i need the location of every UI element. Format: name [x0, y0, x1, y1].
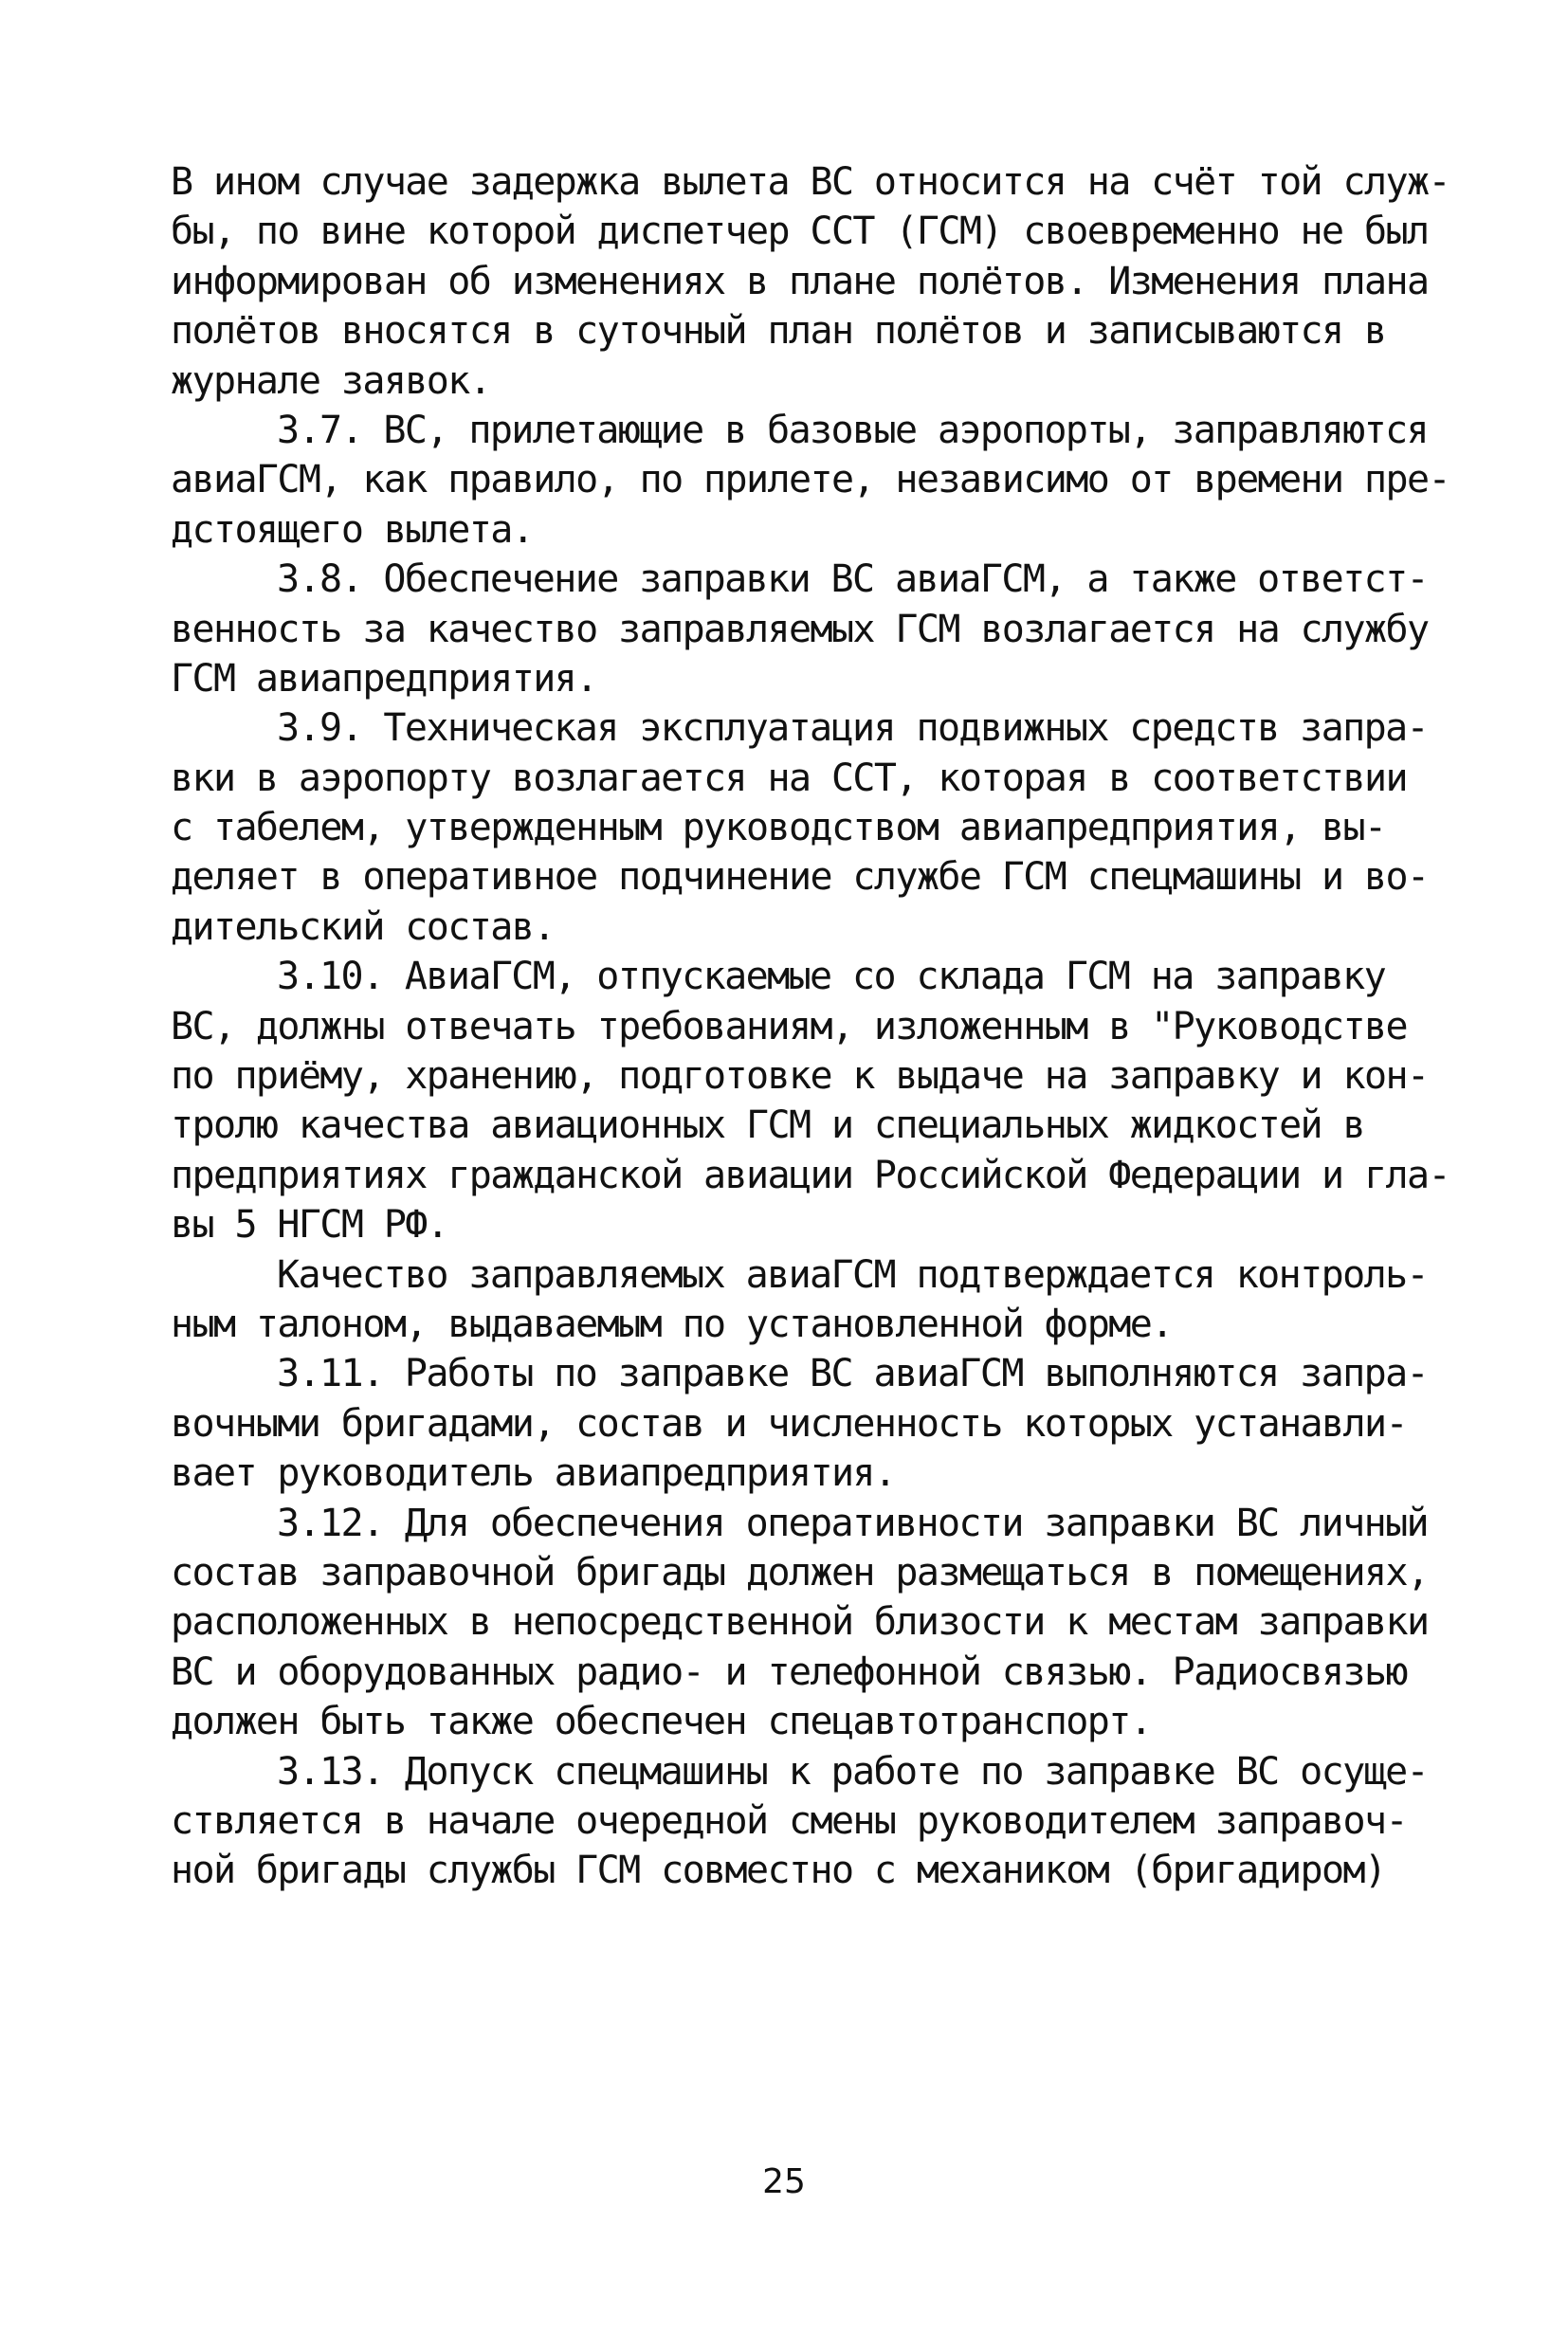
text-line: авиаГСМ, как правило, по прилете, независимо от времени пре-: [171, 458, 1449, 502]
text-line: 3.7. ВС, прилетающие в базовые аэропорты, заправляются: [277, 408, 1429, 452]
text-line: вочными бригадами, состав и численность которых устанавли-: [171, 1401, 1407, 1446]
text-line: с табелем, утвержденным руководством авиапредприятия, вы-: [171, 806, 1386, 850]
text-line: 3.11. Работы по заправке ВС авиаГСМ выполняются запра-: [277, 1352, 1429, 1396]
text-line: ГСМ авиапредприятия.: [171, 656, 597, 701]
text-line: 3.12. Для обеспечения оперативности заправки ВС личный: [277, 1501, 1429, 1545]
text-line: 3.9. Техническая эксплуатация подвижных средств запра-: [277, 706, 1429, 751]
text-line: дительский состав.: [171, 904, 555, 949]
text-line: полётов вносятся в суточный план полётов и записываются в: [171, 309, 1386, 354]
text-line: вает руководитель авиапредприятия.: [171, 1451, 896, 1496]
text-line: вы 5 НГСМ РФ.: [171, 1203, 448, 1248]
text-line: вки в аэропорту возлагается на ССТ, которая в соответствии: [171, 756, 1407, 800]
text-line: В ином случае задержка вылета ВС относится на счёт той служ-: [171, 160, 1449, 204]
text-line: информирован об изменениях в плане полётов. Изменения плана: [171, 259, 1429, 303]
text-line: ной бригады службы ГСМ совместно с механиком (бригадиром): [171, 1849, 1386, 1893]
text-line: 3.13. Допуск спецмашины к работе по заправке ВС осуще-: [277, 1749, 1429, 1794]
text-line: венность за качество заправляемых ГСМ возлагается на службу: [171, 607, 1429, 651]
text-line: ВС, должны отвечать требованиям, изложенным в "Руководстве: [171, 1004, 1407, 1048]
text-line: журнале заявок.: [171, 358, 491, 403]
text-line: 3.10. АвиаГСМ, отпускаемые со склада ГСМ на заправку: [277, 955, 1386, 999]
text-line: ствляется в начале очередной смены руководителем заправоч-: [171, 1798, 1407, 1843]
text-line: состав заправочной бригады должен размещаться в помещениях,: [171, 1550, 1429, 1595]
text-line: расположенных в непосредственной близости к местам заправки: [171, 1600, 1429, 1645]
document-body: [171, 157, 1449, 1896]
text-line: ным талоном, выдаваемым по установленной форме.: [171, 1302, 1173, 1346]
text-line: Качество заправляемых авиаГСМ подтверждается контроль-: [277, 1252, 1429, 1297]
text-line: предприятиях гражданской авиации Российской Федерации и гла-: [171, 1153, 1449, 1197]
text-line: деляет в оперативное подчинение службе ГСМ спецмашины и во-: [171, 855, 1429, 900]
text-line: должен быть также обеспечен спецавтотранспорт.: [171, 1700, 1152, 1744]
text-line: бы, по вине которой диспетчер ССТ (ГСМ) своевременно не был: [171, 210, 1429, 254]
text-line: тролю качества авиационных ГСМ и специальных жидкостей в: [171, 1103, 1364, 1148]
text-line: по приёму, хранению, подготовке к выдаче на заправку и кон-: [171, 1054, 1429, 1099]
page-number: 25: [762, 2162, 806, 2201]
text-line: ВС и оборудованных радио- и телефонной связью. Радиосвязью: [171, 1649, 1407, 1694]
text-line: 3.8. Обеспечение заправки ВС авиаГСМ, а также ответст-: [277, 557, 1429, 602]
text-line: дстоящего вылета.: [171, 507, 534, 552]
